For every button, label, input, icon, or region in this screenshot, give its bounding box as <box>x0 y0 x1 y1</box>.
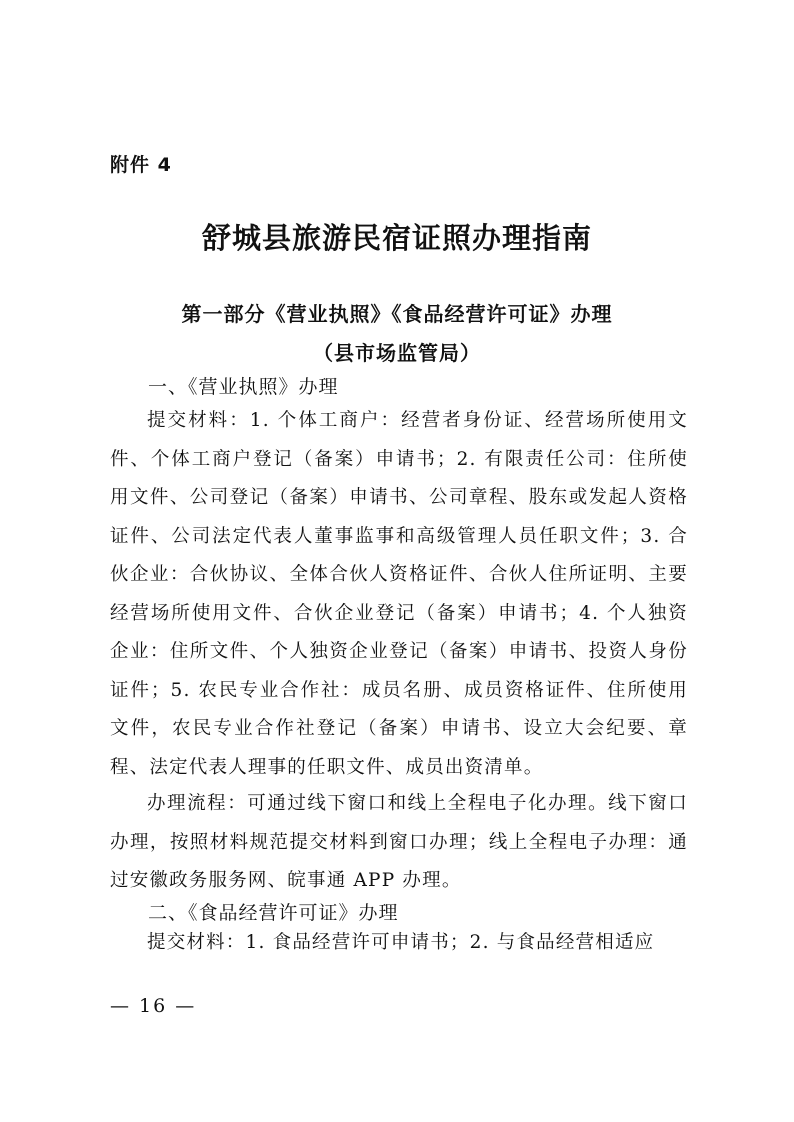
business-license-materials: 提交材料：1. 个体工商户：经营者身份证、经营场所使用文件、个体工商户登记（备案）申请书；2. 有限责任公司：住所使用文件、公司登记（备案）申请书、公司章程、股东或发起人资格证件、公司法定代表人董事监事和高级管理人员任职文件；3. 合伙企业：合伙协议、全体合伙人资格证件、合伙人住所证明、主要经营场所使用文件、合伙企业登记（备案）申请书；4. 个人独资企业：住所文件、个人独资企业登记（备案）申请书、投资人身份证件；5. 农民专业合作社：成员名册、成员资格证件、住所使用文件，农民专业合作社登记（备案）申请书、设立大会纪要、章程、法定代表人理事的任职文件、成员出资清单。 <box>110 410 688 778</box>
business-license-process: 办理流程：可通过线下窗口和线上全程电子化办理。线下窗口办理，按照材料规范提交材料到窗口办理；线上全程电子办理：通过安徽政务服务网、皖事通 APP 办理。 <box>110 793 688 891</box>
attachment-label: 附件 4 <box>110 154 172 176</box>
section-heading-food-permit: 二、《食品经营许可证》办理 <box>148 902 399 924</box>
section-heading-business-license: 一、《营业执照》办理 <box>148 376 339 398</box>
document-title: 舒城县旅游民宿证照办理指南 <box>201 221 592 255</box>
part-title: 第一部分《营业执照》《食品经营许可证》办理 <box>181 302 613 326</box>
part-subtitle: （县市场监管局） <box>313 341 481 365</box>
page-number: — 16 — <box>110 995 197 1017</box>
food-permit-materials: 提交材料：1. 食品经营许可申请书；2. 与食品经营相适应 <box>147 932 655 953</box>
